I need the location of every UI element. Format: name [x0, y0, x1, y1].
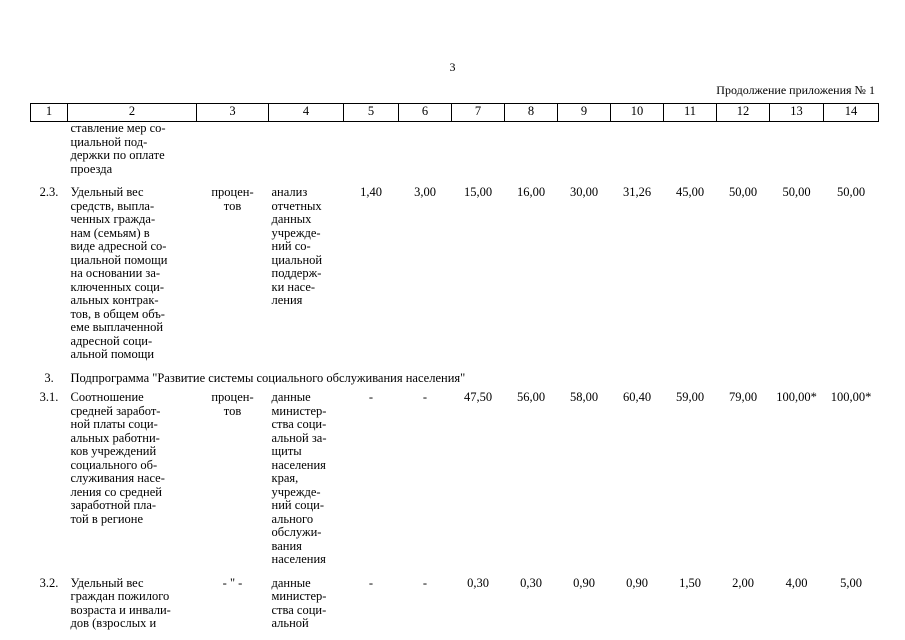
- value-cell: 100,00*: [830, 390, 872, 404]
- subprogram-title: Подпрограмма "Развитие системы социального обслуживания населения": [70, 370, 466, 385]
- table-row: [31, 391, 879, 567]
- table-row: [31, 122, 879, 177]
- row-number: 3.: [44, 370, 54, 385]
- value-cell: 47,50: [463, 390, 493, 404]
- continuation-label: Продолжение приложения № 1: [716, 83, 875, 97]
- unit-cell: процен- тов: [211, 390, 254, 418]
- header-cell: 6: [399, 104, 452, 122]
- value-cell: 31,26: [622, 185, 652, 199]
- value-cell: 50,00: [728, 185, 758, 199]
- indicator-name: ставление мер со- циальной под- держки по оплате проезда: [70, 121, 166, 176]
- unit-cell: - " -: [222, 575, 243, 590]
- header-cell: 5: [344, 104, 399, 122]
- indicator-name: Удельный вес граждан пожилого возраста и инвали- дов (взрослых и: [70, 575, 171, 630]
- value-cell: 45,00: [675, 185, 705, 199]
- value-cell: -: [422, 390, 428, 404]
- value-cell: 50,00: [782, 185, 811, 199]
- value-cell: 4,00: [785, 575, 808, 590]
- value-cell: 30,00: [569, 185, 599, 199]
- value-cell: 15,00: [463, 185, 493, 199]
- value-cell: 59,00: [675, 390, 705, 404]
- value-cell: 0,90: [626, 575, 648, 590]
- value-cell: 0,30: [467, 575, 489, 590]
- value-cell: 79,00: [728, 390, 758, 404]
- value-cell: 100,00*: [776, 390, 817, 404]
- unit-cell: процен- тов: [211, 185, 254, 213]
- table-row: [31, 186, 879, 362]
- header-cell: 13: [770, 104, 824, 122]
- header-cell: 1: [31, 104, 68, 122]
- indicators-table: [30, 103, 879, 631]
- header-cell: 2: [68, 104, 197, 122]
- value-cell: 50,00: [836, 185, 866, 199]
- source-cell: данные министер- ства соци- альной за- щиты населения края, учрежде- ний соци- ального обслужи- вания населения: [271, 390, 327, 566]
- table-row: [31, 577, 879, 631]
- value-cell: 1,50: [679, 575, 701, 590]
- value-cell: -: [368, 390, 374, 404]
- header-cell: 10: [611, 104, 664, 122]
- header-row: [31, 104, 879, 122]
- header-cell: 14: [824, 104, 879, 122]
- header-cell: 12: [717, 104, 770, 122]
- header-cell: 11: [664, 104, 717, 122]
- header-cell: 3: [197, 104, 269, 122]
- indicator-name: Удельный вес средств, выпла- ченных гражда- нам (семьям) в виде адресной со- циальной помощи на основании за- ключенных соци- альных контрак- тов, в общем объ- еме выплаченной адресной соци- альной помощи: [70, 185, 168, 361]
- value-cell: 56,00: [516, 390, 546, 404]
- value-cell: 58,00: [569, 390, 599, 404]
- row-number: 2.3.: [39, 185, 59, 199]
- value-cell: 3,00: [414, 185, 436, 199]
- value-cell: 0,30: [520, 575, 542, 590]
- source-cell: данные министер- ства соци- альной: [271, 575, 327, 630]
- value-cell: -: [422, 575, 428, 590]
- value-cell: 16,00: [516, 185, 546, 199]
- subprogram-row: [31, 372, 879, 386]
- value-cell: 0,90: [573, 575, 595, 590]
- value-cell: 5,00: [840, 575, 862, 590]
- value-cell: 60,40: [622, 390, 652, 404]
- header-cell: 8: [505, 104, 558, 122]
- row-number: 3.2.: [39, 575, 59, 590]
- row-number: [31, 122, 68, 177]
- header-cell: 7: [452, 104, 505, 122]
- indicator-name: Соотношение средней заработ- ной платы соци- альных работни- ков учреждений социального об- служивания насе- ления со средней заработной пла- той в регионе: [70, 390, 165, 526]
- value-cell: 2,00: [732, 575, 754, 590]
- row-number: 3.1.: [39, 390, 59, 404]
- source-cell: анализ отчетных данных учрежде- ний со- циальной поддерж- ки насе- ления: [271, 185, 323, 307]
- value-cell: -: [368, 575, 374, 590]
- header-cell: 4: [269, 104, 344, 122]
- value-cell: 1,40: [360, 185, 382, 199]
- page-number: 3: [449, 60, 456, 74]
- header-cell: 9: [558, 104, 611, 122]
